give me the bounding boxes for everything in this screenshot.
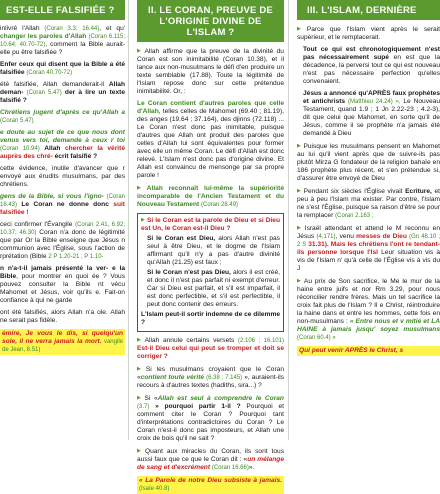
- paragraph: ▶ Allah annule certains versets (2.106 ; 16.101) Est-il Dieu celui qui peut se tromper et doit se corriger ?: [137, 336, 284, 361]
- paragraph: ▶ Allah reconnaît lui-même la supériorité incomparable de l'Ancien Testament et du Nouveau Testament (Coran 28.49): [137, 184, 284, 209]
- paragraph: Le Coran contient d'autres paroles que celle d'Allah, telles celles de Mahomet (69.40 ; 81.19), des anges (19.64 ; 37.164), des djinns (72.118) ... Le Coran n'est donc pas inimitable, puisque d'autres que Allah ont produit des paroles que celles d'Allah lui sont équivalentes pour former avec elle un même Coran. Le défi d'Allah est donc relevé. L'Islam n'est donc pas d'origine divine. Et Allah est convaincu de mensonge par sa propre parole !: [137, 100, 284, 179]
- paragraph: n n'a-t-il jamais présenté la ver- e la Bible, pour montrer en quoi ée ? Vous pouvez consulter la Bible nt vécu Mahomet et Jésus, voir qu'ils e. Fait-on confiance à qui ne garde: [0, 265, 126, 304]
- quote-paragraph: e doute au sujet de ce que nous dont venus vers toi, demande à ceux r toi (Coran 10.94) Allah chercher la vérité auprès des chré- écrit falsifié ?: [0, 129, 125, 160]
- paragraph: Tout ce qui est chronologiquement n'est pas nécessairement supé en est que la décadence, la perversi tout ce qui est nouveau n'est pas nécessaire perfection qu'elles convenaient.: [303, 46, 440, 85]
- paragraph: ▶ Si les musulmans croyaient que le Coran «contient toute vérité (6.38 ; 7.145) », auraient-ils recours à d'autres textes (hadiths, sira...) ?: [137, 365, 284, 390]
- paragraph: ▶ Parce que l'Islam vient après le serait supérieur, et le remplacerait.: [297, 25, 440, 42]
- column-bible-falsified: [0, 0, 128, 440]
- paragraph: Enfer ceux qui disent que la Bible a été falsifiée (Coran 40.70-72): [0, 61, 125, 76]
- paragraph: cette évidence, inutile d'avancer que r envoyé aux érudits musulmans, par des chrétiens.: [0, 165, 125, 188]
- paragraph: ont été falsifiés, alors Allah n'a ole. Allah ne serait pas fidèle.: [0, 309, 125, 324]
- paragraph: ▶ Pendant six siècles l'Église vivait Ecriture, et peu à peu l'Islam ma exister. Par contre, l'Islam ne s'est l'Église, puisque sa raison d'être se pour la remplacer (Coran 2.163 ;: [297, 187, 440, 220]
- paragraph: inlivré l'Allah (Coran 3.3; 16.44), et qu' changer les paroles d'Allah (Coran 6.115; 10.64; 40.70-72), comment la Bible aurait-elle pu être falsifiée ?: [0, 25, 125, 56]
- column-coran-proof: [128, 0, 288, 492]
- column-islam-last: [288, 0, 440, 440]
- paragraph: ▶ Puisque les musulmans pensent en Mahomet au lui qu'il vient après que de suivre-ils pas plutôt Mirza G fondateur de la religion bahaïe en 186 prophète plus récent, et s'en prétendue si, d'assurer être envoyé de Dieu: [297, 142, 440, 183]
- paragraph: été falsifiée, Allah demanderait-il Allah deman- (Coran 5.47) der à lire un texte falsifié ?: [0, 81, 125, 104]
- paragraph: ceci confirmer l'Évangile (Coran 2.41, 6.92; 10.37; 46.30) Coran n'a donc de légitimité que par Or la Bible enseigne que Jésus n communion avec l'Église, sous l'action de rprétation (Bible 2 P 1.20-21 ; P 1.10-: [0, 221, 125, 260]
- paragraph: ▶ Au prix de Son sacrifice, le Me le mur de la haine entre juifs et nor Rm 3.29, pour nous réconcilier rendre frères. Mais un tel sacrifice la croix fait plus de l'Islam ? Il e Christ, réintroduire la haine dans et entre les hommes, cette fois en non-musulmans : « Entre nous et v mitié et LA HAINE à jamais jusqu' soyez musulmans (Coran 60.4) »: [297, 277, 440, 342]
- section-title: II. LE CORAN, PREUVE DE L'ORIGINE DIVINE DE L'ISLAM ?: [137, 0, 284, 42]
- highlighted-quote: « La Parole de notre Dieu subsiste à jamais. (Isaïe 40.8): [139, 477, 282, 492]
- paragraph: ▶ Israël attendant et attend le M reconnu en Jésus (4.171), venu messes de Dieu (Gn 48.10 ; 2 S 31.31). Mais les chrétiens l'ont re tendant-ils personne lorsque l'Isl Leur situation vis à vis de l'Islam n' qu'à celle de l'Église vis à vis du J: [297, 224, 440, 273]
- section-title: III. L'ISLAM, DERNIÈRE: [297, 0, 440, 20]
- paragraph: Chrétiens jugent d'après ce qu'Allah a (Coran 5.47): [0, 109, 125, 124]
- section-title: EST-ELLE FALSIFIÉE ?: [0, 0, 125, 20]
- quote-paragraph: gens de la Bible, si vous l'igno- (Coran 16.43) Le Coran ne donne donc suit falsifiée !: [0, 193, 126, 216]
- dilemma-box: ▶ Si le Coran est la parole de Dieu et si Dieu est Un, le Coran est-il Dieu ? Si le Coran est Dieu, alors Allah n'est pas seul à être Dieu, et le dogme de l'Islam affirmant qu'il n'y a pas d'autre divinité qu'Allah (21.25) est faux ; Si le Coran n'est pas Dieu, alors il est créé, et donc il n'est pas parfait ni exempt d'erreur. Car si Dieu est parfait, et s'il est imparfait, il est donc perfectible, et s'il est perfectible, il peut donc contenir des erreurs. L'Islam peut-il sortir indemne de ce dilemme ?: [137, 213, 284, 332]
- highlighted-quote: émire, Je vous le dis, si quelqu'un sole, il ne verra jamais la mort. vangile de Jean, 8.51): [2, 330, 123, 353]
- paragraph: Jésus a annoncé qu'APRÈS faux prophètes et antichrists (Matthieu 24.24) », Le Nouveau Testament, quand 1.9 ; 1 Jn 2.22-23 ; 4.2-3), dit que celui que Mahomet, en sorte qu'il de Jésus, comme il se prophète n'a jamais été demandé à Dieu: [303, 90, 440, 137]
- paragraph: ▶ Si «Allah est seul à comprendre le Coran (3.7) » pourquoi partir 1-il ? Pourquoi et comment citer le Coran ? Pourquoi tant d'interprétations contradictoires du Coran ? Le Coran n'est-il donc pas imposteurs, et Allah une croix de bois qu'il ne sait ?: [137, 394, 284, 443]
- highlighted-quote: Qui peut venir APRÈS le Christ, s: [297, 346, 440, 356]
- paragraph: ▶ Allah affirme que la preuve de la divinité du Coran est son inimitabilité (Coran 10.38), et il lance aux non-musulmans le défi d'en produire un texte semblable (17.88). Toute la légitimité de l'Islam repose donc sur cette prétendue inimitabilité. Or, :: [137, 47, 284, 96]
- paragraph: ▶ Quant aux miracles du Coran, ils sont tous aussi faux que ce que le Coran dit : «un mélange de sang et d'excrément (Coran 16.66)».: [137, 447, 284, 472]
